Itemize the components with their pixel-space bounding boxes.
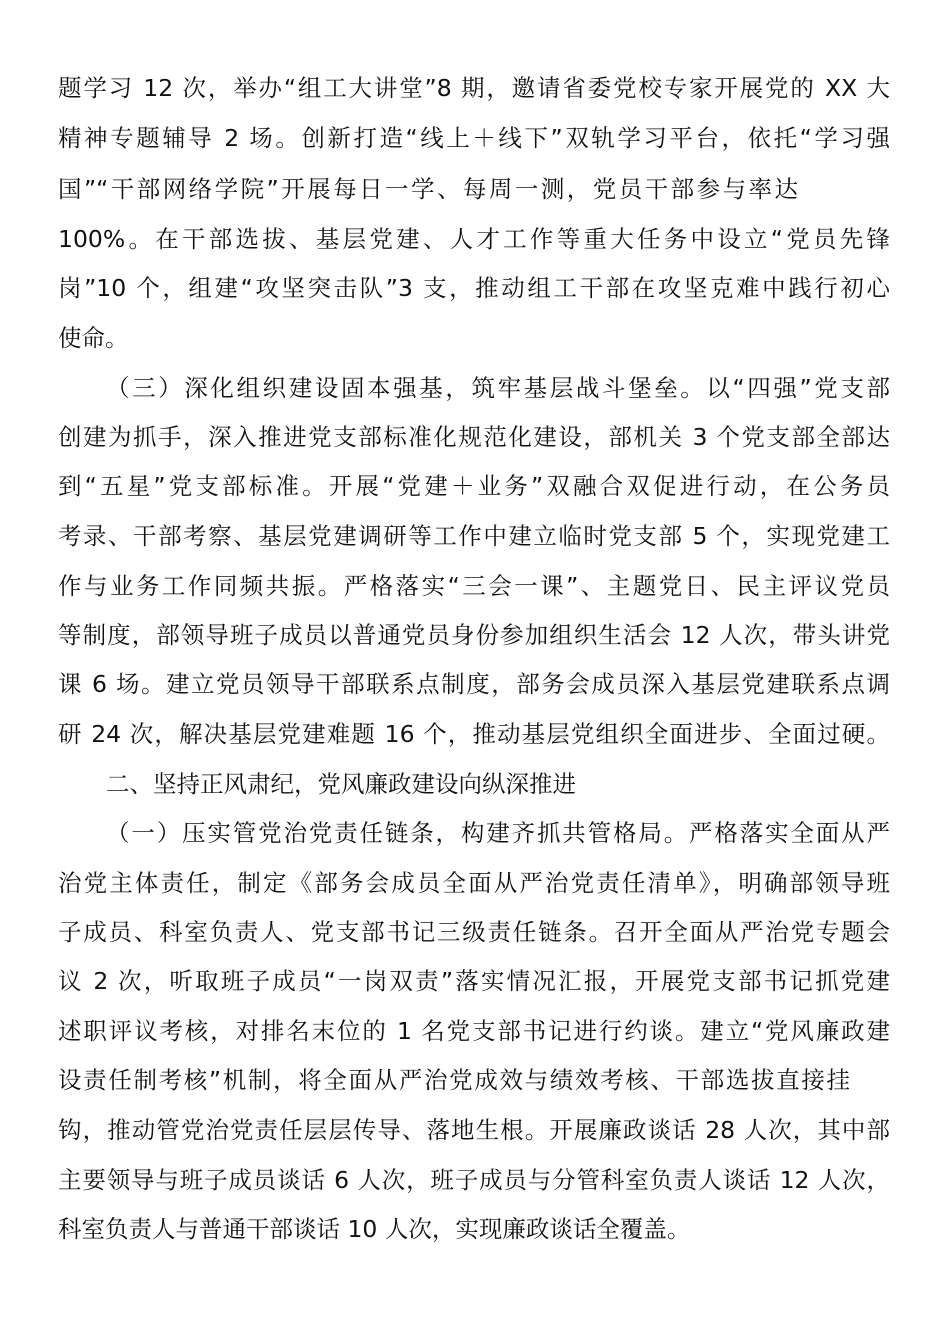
text-line: 到“五星”党支部标准。开展“党建＋业务”双融合双促进行动，在公务员 (58, 472, 890, 500)
text-line: 议 2 次，听取班子成员“一岗双责”落实情况汇报，开展党支部书记抓党建 (58, 967, 890, 995)
text-line: 子成员、科室负责人、党支部书记三级责任链条。召开全面从严治党专题会 (58, 918, 890, 946)
text-line: （三）深化组织建设固本强基，筑牢基层战斗堡垒。以“四强”党支部 (106, 374, 890, 402)
text-line: 钩，推动管党治党责任层层传导、落地生根。开展廉政谈话 28 人次，其中部 (58, 1116, 890, 1144)
section-heading: 二、坚持正风肃纪，党风廉政建设向纵深推进 (106, 770, 576, 798)
text-line: 述职评议考核，对排名末位的 1 名党支部书记进行约谈。建立“党风廉政建 (58, 1017, 890, 1045)
text-line: （一）压实管党治党责任链条，构建齐抓共管格局。严格落实全面从严 (106, 819, 890, 847)
text-line: 精神专题辅导 2 场。创新打造“线上＋线下”双轨学习平台，依托“学习强 (58, 124, 890, 152)
text-line: 主要领导与班子成员谈话 6 人次，班子成员与分管科室负责人谈话 12 人次， (58, 1166, 890, 1194)
text-line: 研 24 次，解决基层党建难题 16 个，推动基层党组织全面进步、全面过硬。 (58, 720, 890, 748)
text-line: 作与业务工作同频共振。严格落实“三会一课”、主题党日、民主评议党员 (58, 572, 890, 600)
text-line: 创建为抓手，深入推进党支部标准化规范化建设，部机关 3 个党支部全部达 (58, 423, 890, 451)
text-line: 题学习 12 次，举办“组工大讲堂”8 期，邀请省委党校专家开展党的 XX 大 (58, 74, 890, 102)
text-line: 等制度，部领导班子成员以普通党员身份参加组织生活会 12 人次，带头讲党 (58, 621, 890, 649)
text-line: 课 6 场。建立党员领导干部联系点制度，部务会成员深入基层党建联系点调 (58, 670, 890, 698)
text-line: 使命。 (58, 324, 129, 352)
text-line: 考录、干部考察、基层党建调研等工作中建立临时党支部 5 个，实现党建工 (58, 522, 890, 550)
text-line: 100%。在干部选拔、基层党建、人才工作等重大任务中设立“党员先锋 (58, 225, 890, 253)
text-line: 岗”10 个，组建“攻坚突击队”3 支，推动组工干部在攻坚克难中践行初心 (58, 274, 890, 302)
text-line: 国”“干部网络学院”开展每日一学、每周一测，党员干部参与率达 (58, 175, 798, 203)
text-line: 科室负责人与普通干部谈话 10 人次，实现廉政谈话全覆盖。 (58, 1215, 691, 1243)
text-line: 治党主体责任，制定《部务会成员全面从严治党责任清单》，明确部领导班 (58, 869, 890, 897)
text-line: 设责任制考核”机制，将全面从严治党成效与绩效考核、干部选拔直接挂 (58, 1066, 850, 1094)
